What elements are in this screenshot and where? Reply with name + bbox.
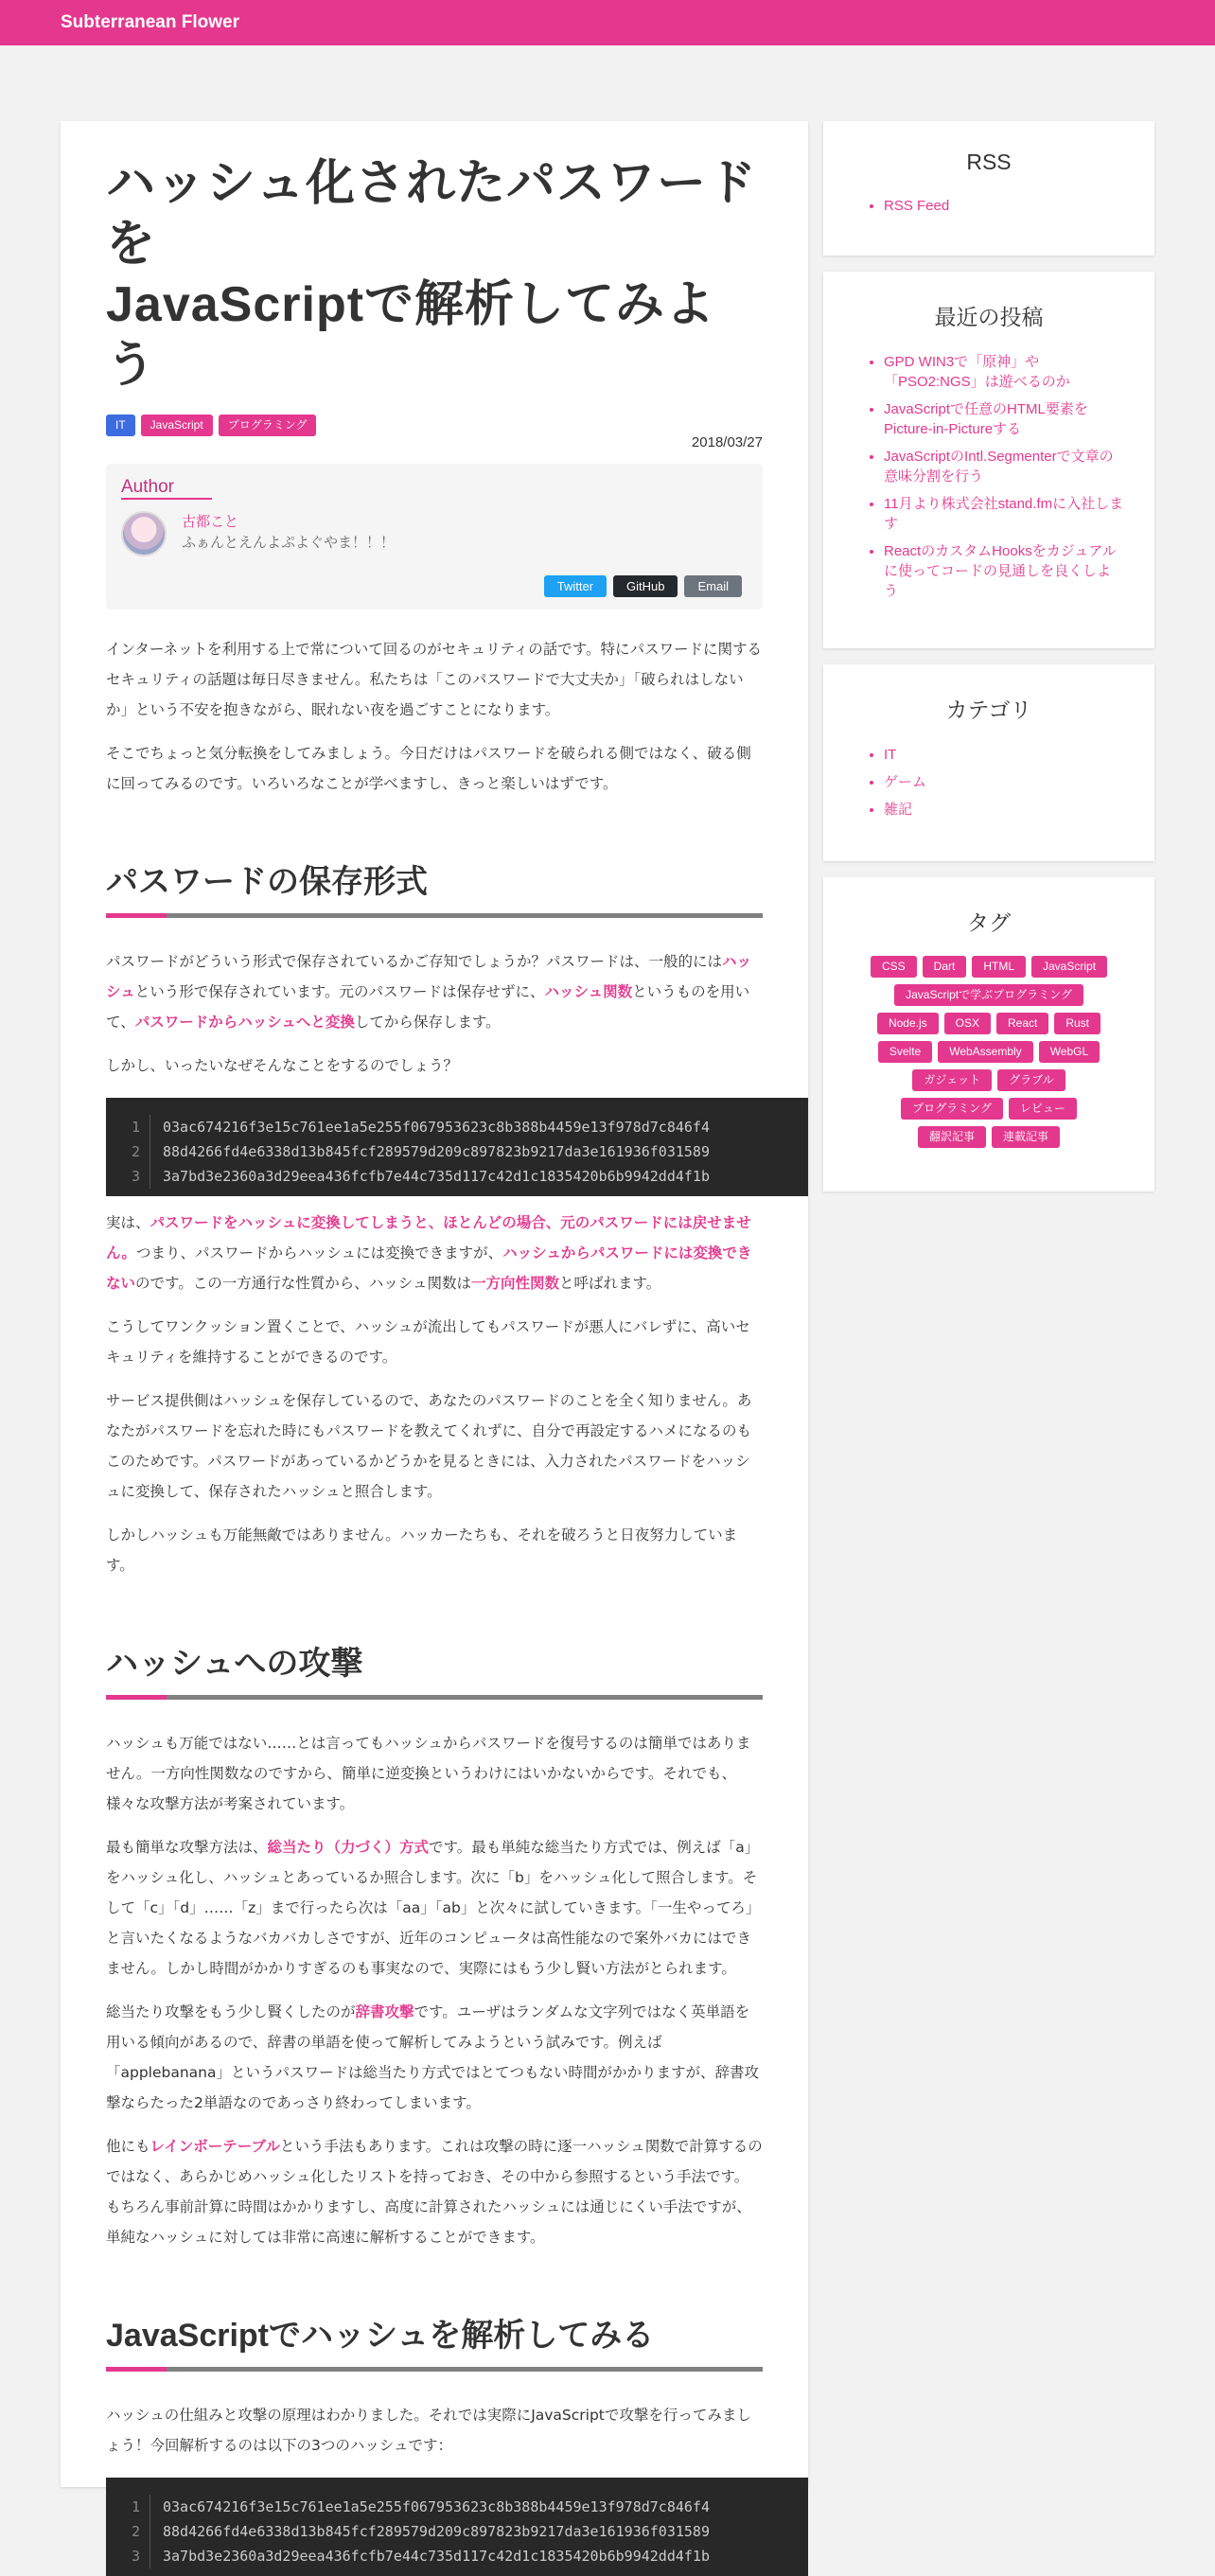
storage-paragraph-6: しかしハッシュも万能無敵ではありません。ハッカーたちも、それを破ろうと日夜努力しています。 bbox=[106, 1526, 738, 1574]
intro-paragraph-2: そこでちょっと気分転換をしてみましょう。今日だけはパスワードを破られる側ではなく、破る側に回ってみるのです。いろいろなことが学べますし、きっと楽しいはずです。 bbox=[106, 745, 751, 792]
heading-hash-attacks: ハッシュへの攻撃 bbox=[106, 1637, 763, 1700]
sidebar-tags bbox=[823, 877, 1154, 1191]
code-line: 88d4266fd4e6338d13b845fcf289579d209c897823b9217da3e161936f031589 bbox=[163, 2523, 710, 2540]
tag-link[interactable]: JavaScriptで学ぶプログラミング bbox=[894, 984, 1083, 1006]
post-title-line-2: JavaScriptで解析してみよう bbox=[106, 277, 716, 393]
email-button[interactable]: Email bbox=[684, 575, 742, 597]
tag-link[interactable]: Node.js bbox=[877, 1013, 939, 1034]
tag-link[interactable]: JavaScript bbox=[1031, 956, 1107, 978]
twitter-button[interactable]: Twitter bbox=[544, 575, 607, 597]
sidebar-categories bbox=[823, 664, 1154, 861]
text: 最も簡単な攻撃方法は、 bbox=[106, 1839, 268, 1856]
emphasis-irreversible: パスワードをハッシュに変換してしまうと、ほとんどの場合、元のパスワードには戻せません。 bbox=[106, 1214, 751, 1262]
attack-paragraph-4 bbox=[106, 2131, 763, 2252]
code-line: 3a7bd3e2360a3d29eea436fcfb7e44c735d117c42d1c1835420b6b9942dd4f1b bbox=[163, 1168, 710, 1185]
author-avatar bbox=[121, 511, 167, 556]
tag-link[interactable]: 連載記事 bbox=[992, 1126, 1060, 1148]
author-box bbox=[106, 464, 763, 609]
recent-post-link[interactable]: • GPD WIN3で「原神」や「PSO2:NGS」は遊べるのか bbox=[884, 352, 1124, 392]
article-card bbox=[61, 121, 808, 2565]
emphasis-brute-force: 総当たり（力づく）方式 bbox=[267, 1839, 430, 1856]
line-number: 1 bbox=[131, 1119, 140, 1136]
storage-paragraph-1 bbox=[106, 946, 763, 1037]
emphasis-hash: ハッシュ bbox=[106, 953, 752, 1000]
emphasis-dictionary-attack: 辞書攻撃 bbox=[355, 2003, 414, 2020]
emphasis-convert: パスワードからハッシュへと変換 bbox=[134, 1014, 355, 1031]
site-header bbox=[0, 0, 1215, 45]
post-tag-programming[interactable]: プログラミング bbox=[219, 415, 317, 436]
category-link-game[interactable]: • ゲーム bbox=[884, 772, 1124, 792]
storage-paragraph-3 bbox=[106, 1208, 763, 1298]
emphasis-not-convertible: ハッシュからパスワードには変換できない bbox=[106, 1244, 752, 1292]
text: 総当たり攻撃をもう少し賢くしたのが bbox=[106, 2003, 356, 2020]
post-title-line-1: ハッシュ化されたパスワードを bbox=[106, 156, 757, 272]
line-number: 2 bbox=[131, 1143, 140, 1160]
code-line: 03ac674216f3e15c761ee1a5e255f067953623c8b388b4459e13f978d7c846f4 bbox=[163, 2498, 710, 2515]
code-line: 3a7bd3e2360a3d29eea436fcfb7e44c735d117c42d1c1835420b6b9942dd4f1b bbox=[163, 2548, 710, 2565]
post-title bbox=[106, 153, 763, 396]
sidebar-recent-title: 最近の投稿 bbox=[934, 305, 1044, 329]
heading-password-storage: パスワードの保存形式 bbox=[106, 856, 763, 918]
heading-js-analysis: JavaScriptでハッシュを解析してみる bbox=[106, 2309, 763, 2372]
author-heading: Author bbox=[121, 477, 212, 500]
site-brand-link[interactable]: Subterranean Flower bbox=[61, 12, 239, 32]
code-line: 03ac674216f3e15c761ee1a5e255f067953623c8b388b4459e13f978d7c846f4 bbox=[163, 1119, 710, 1136]
emphasis-one-way: 一方向性関数 bbox=[470, 1275, 559, 1292]
post-tag-it[interactable]: IT bbox=[106, 415, 135, 436]
code-line: 88d4266fd4e6338d13b845fcf289579d209c897823b9217da3e161936f031589 bbox=[163, 1143, 710, 1160]
tag-link[interactable]: 翻訳記事 bbox=[918, 1126, 986, 1148]
emphasis-rainbow-table: レインボーテーブル bbox=[150, 2138, 280, 2155]
line-number: 2 bbox=[131, 2523, 140, 2540]
text: パスワードがどういう形式で保存されているかご存知でしょうか？パスワードは、一般的には bbox=[106, 953, 723, 970]
sidebar-rss-title: RSS bbox=[966, 150, 1012, 174]
text: つまり、パスワードからハッシュには変換できますが、 bbox=[135, 1244, 503, 1262]
attack-paragraph-1: ハッシュも万能ではない……とは言ってもハッシュからパスワードを復号するのは簡単ではありません。一方向性関数なのですから、簡単に逆変換というわけにはいかないからです。それでも、様々な攻撃方法が考案されています。 bbox=[106, 1735, 751, 1812]
intro-paragraph-1: インターネットを利用する上で常について回るのがセキュリティの話です。特にパスワードに関するセキュリティの話題は毎日尽きません。私たちは「このパスワードで大丈夫か」「破られはしないか」という不安を抱きながら、眠れない夜を過ごすことになります。 bbox=[106, 641, 763, 718]
sidebar-rss bbox=[823, 121, 1154, 256]
text: です。最も単純な総当たり方式では、例えば「a」をハッシュ化し、ハッシュとあっているか照合します。次に「b」をハッシュ化して照合します。そして「c」「d」……「z」まで行ったら次は「aa」「ab」と次々に試していきます。「一生やってろ」と言いたくなるようなバカバカしさですが、近年のコンピュータは高性能なので案外バカにはできません。しかし時間がかかりすぎるのも事実なので、実際にはもう少し賢い方法がとられます。 bbox=[106, 1839, 761, 1977]
recent-post-link[interactable]: • JavaScriptのIntl.Segmenterで文章の意味分割を行う bbox=[884, 447, 1124, 486]
category-link-misc[interactable]: • 雑記 bbox=[884, 800, 1124, 820]
rss-feed-link[interactable]: • RSS Feed bbox=[884, 196, 1124, 216]
code-block-hashes bbox=[106, 1098, 808, 1196]
recent-post-link[interactable]: • JavaScriptで任意のHTML要素をPicture-in-Pictureする bbox=[884, 399, 1124, 439]
text: 他にも bbox=[106, 2138, 150, 2155]
sidebar-tag-title: タグ bbox=[967, 910, 1011, 935]
storage-paragraph-2: しかし、いったいなぜそんなことをするのでしょう？ bbox=[106, 1057, 459, 1074]
author-sns-links bbox=[544, 575, 742, 597]
code-block-hashes-2 bbox=[106, 2478, 808, 2576]
tag-link[interactable]: HTML bbox=[972, 956, 1026, 978]
tag-cloud bbox=[854, 956, 1124, 1148]
recent-post-link[interactable]: • 11月より株式会社stand.fmに入社します bbox=[884, 494, 1124, 534]
github-button[interactable]: GitHub bbox=[613, 575, 678, 597]
text: 実は、 bbox=[106, 1214, 150, 1231]
post-tag-javascript[interactable]: JavaScript bbox=[141, 415, 213, 436]
tag-link[interactable]: CSS bbox=[871, 956, 917, 978]
text: と呼ばれます。 bbox=[558, 1275, 661, 1292]
tag-link[interactable]: WebAssembly bbox=[938, 1041, 1032, 1063]
line-number: 3 bbox=[131, 2548, 140, 2565]
tag-link[interactable]: プログラミング bbox=[901, 1098, 1003, 1120]
tag-link[interactable]: ガジェット bbox=[912, 1069, 992, 1091]
sidebar-category-title: カテゴリ bbox=[945, 697, 1032, 722]
attack-paragraph-2 bbox=[106, 1832, 763, 1984]
text: という形で保存されています。元のパスワードは保存せずに、 bbox=[134, 983, 545, 1000]
tag-link[interactable]: グラブル bbox=[997, 1069, 1065, 1091]
tag-link[interactable]: Svelte bbox=[878, 1041, 932, 1063]
text: してから保存します。 bbox=[354, 1014, 501, 1031]
author-bio: ふぁんとえんよぷよぐやま！！！ bbox=[182, 534, 396, 551]
storage-paragraph-5: サービス提供側はハッシュを保存しているので、あなたのパスワードのことを全く知りません。あなたがパスワードを忘れた時にもパスワードを教えてくれずに、自分で再設定するハメになるのもこのためです。パスワードがあっているかどうかを見るときには、入力されたパスワードをハッシュに変換して、保存されたハッシュと照合します。 bbox=[106, 1392, 752, 1500]
text: です。ユーザはランダムな文字列ではなく英単語を用いる傾向があるので、辞書の単語を使って解析してみようという試みです。例えば「applebanana」というパスワードは総当たり方式ではとてつもない時間がかかりますが、辞書攻撃ならたった2単語なのであっさり終わってしまいます。 bbox=[106, 2003, 760, 2111]
tag-link[interactable]: React bbox=[996, 1013, 1048, 1034]
text: という手法もあります。これは攻撃の時に逐一ハッシュ関数で計算するのではなく、あらかじめハッシュ化したリストを持っておき、その中から参照するという手法です。もちろん事前計算に時間はかかりますし、高度に計算されたハッシュには通じにくい手法ですが、単純なハッシュに対しては非常に高速に解析することができます。 bbox=[106, 2138, 763, 2246]
recent-post-link[interactable]: • ReactのカスタムHooksをカジュアルに使ってコードの見通しを良くしよう bbox=[884, 541, 1124, 601]
tag-link[interactable]: レビュー bbox=[1009, 1098, 1077, 1120]
emphasis-hash-function: ハッシュ関数 bbox=[544, 983, 633, 1000]
post-tags bbox=[106, 415, 763, 436]
js-paragraph-1: ハッシュの仕組みと攻撃の原理はわかりました。それでは実際にJavaScriptで攻撃を行ってみましょう！今回解析するのは以下の3つのハッシュです： bbox=[106, 2407, 751, 2454]
category-link-it[interactable]: • IT bbox=[884, 745, 1124, 765]
attack-paragraph-3 bbox=[106, 1997, 763, 2118]
line-number: 1 bbox=[131, 2498, 140, 2515]
author-name[interactable]: 古都こと bbox=[182, 513, 239, 530]
tag-link[interactable]: Rust bbox=[1054, 1013, 1101, 1034]
post-date: 2018/03/27 bbox=[691, 434, 763, 450]
line-number: 3 bbox=[131, 1168, 140, 1185]
tag-link[interactable]: WebGL bbox=[1039, 1041, 1100, 1063]
tag-link[interactable]: OSX bbox=[944, 1013, 991, 1034]
sidebar-recent-posts bbox=[823, 272, 1154, 648]
text: のです。この一方通行な性質から、ハッシュ関数は bbox=[135, 1275, 471, 1292]
storage-paragraph-4: こうしてワンクッション置くことで、ハッシュが流出してもパスワードが悪人にバレずに、高いセキュリティを維持することができるのです。 bbox=[106, 1318, 750, 1366]
text: というものを用いて、 bbox=[106, 983, 750, 1031]
tag-link[interactable]: Dart bbox=[923, 956, 967, 978]
